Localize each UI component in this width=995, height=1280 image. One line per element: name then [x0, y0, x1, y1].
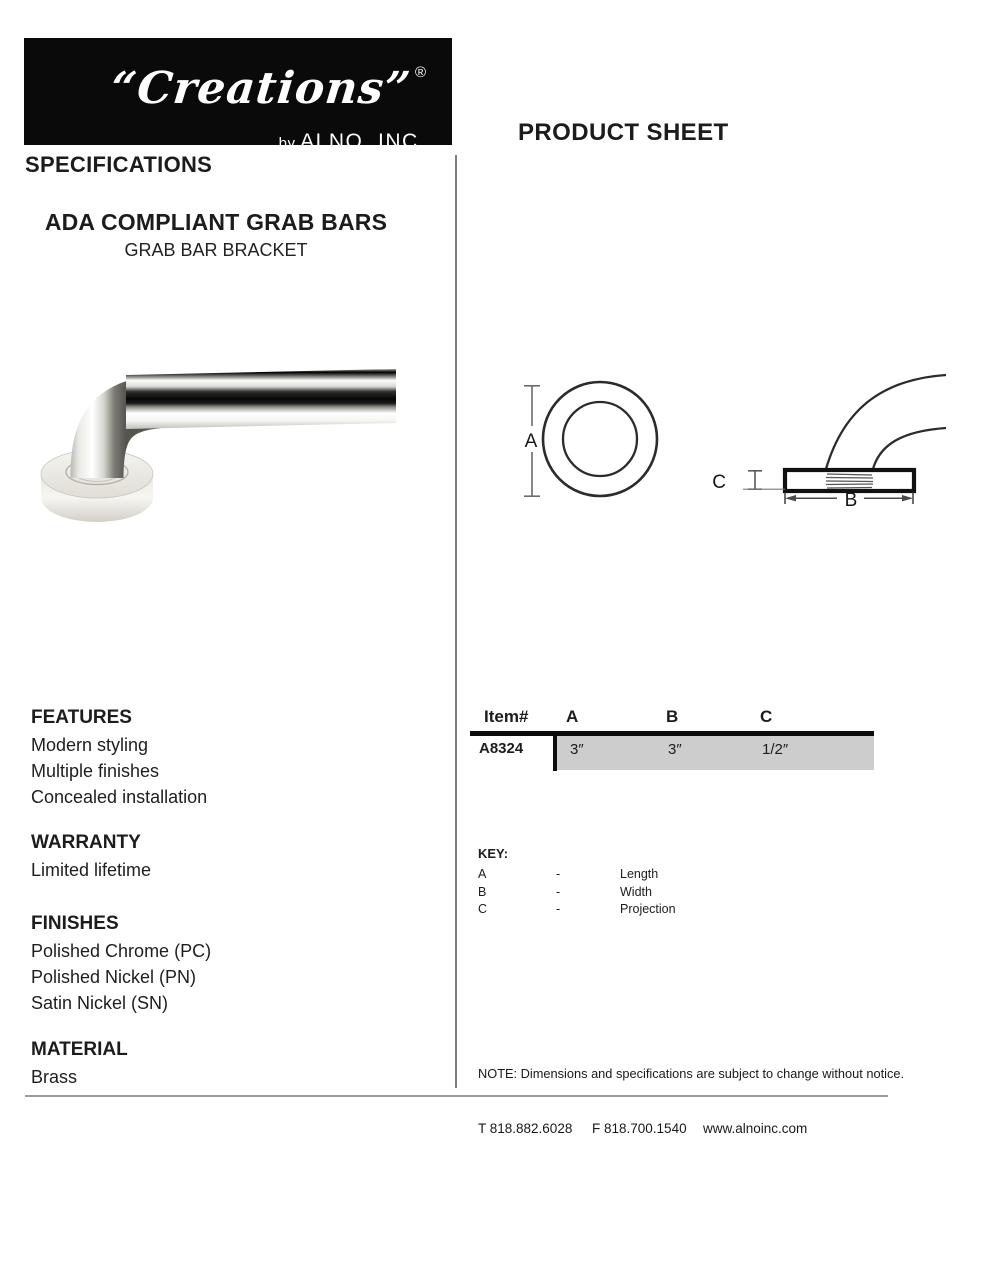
technical-drawing	[460, 360, 960, 520]
key-meaning: Projection	[620, 902, 676, 916]
key-meaning: Width	[620, 884, 652, 899]
key-letter: A	[478, 867, 487, 881]
spec-table-row-shade	[555, 736, 874, 770]
spec-table-header-b: B	[666, 707, 679, 726]
front-view-drawing	[521, 382, 657, 497]
section-heading: WARRANTY	[31, 832, 141, 853]
key-letter: B	[478, 884, 487, 899]
section-warranty	[31, 829, 151, 883]
side-view-drawing	[712, 375, 946, 511]
key-row-b	[478, 884, 676, 902]
footer-website: www.alnoinc.com	[703, 1121, 808, 1136]
finish-line: Polished Nickel (PN)	[31, 967, 197, 987]
key-row-c	[478, 901, 676, 919]
warranty-line: Limited lifetime	[31, 860, 152, 880]
brand-logo	[24, 38, 452, 153]
key-dash: -	[556, 884, 561, 899]
section-finishes	[31, 910, 211, 1016]
brand-logo-byline	[34, 130, 426, 154]
spec-table-header-item: Item#	[484, 707, 529, 726]
spec-table-column-divider	[553, 731, 557, 771]
product-sheet-heading: PRODUCT SHEET	[518, 119, 729, 146]
spec-table	[470, 701, 874, 773]
spec-table-header-c: C	[760, 707, 773, 726]
footer-phone: T 818.882.6028	[478, 1121, 573, 1136]
feature-line: Multiple finishes	[31, 761, 160, 781]
note-text: NOTE: Dimensions and specifications are subject to change without notice.	[478, 1066, 905, 1081]
specifications-heading: SPECIFICATIONS	[25, 152, 213, 177]
key-title: KEY:	[478, 846, 509, 861]
section-features	[31, 704, 207, 810]
finish-line: Polished Chrome (PC)	[31, 941, 212, 961]
registered-trademark-icon: ®	[414, 64, 426, 81]
dim-a-label: A	[524, 431, 538, 452]
section-heading: FINISHES	[31, 913, 119, 934]
key-letter: C	[478, 902, 488, 916]
byline-company-text: ALNO, INC.	[300, 130, 426, 153]
finish-line: Satin Nickel (SN)	[31, 993, 169, 1013]
section-heading: MATERIAL	[31, 1039, 128, 1060]
spec-table-value-c: 1/2″	[762, 741, 789, 758]
byline-by-text: by	[278, 135, 301, 152]
product-photo	[8, 344, 398, 540]
material-line: Brass	[31, 1067, 78, 1087]
dimension-key	[478, 846, 676, 919]
key-dash: -	[556, 867, 561, 881]
brand-logo-script: “Creations”	[108, 63, 414, 114]
footer-fax: F 818.700.1540	[592, 1121, 687, 1136]
key-row-a	[478, 866, 676, 884]
spec-table-value-a: 3″	[570, 741, 584, 758]
footer-divider-line	[25, 1095, 888, 1097]
key-meaning: Length	[620, 867, 659, 881]
key-dash: -	[556, 902, 561, 916]
dim-b-label: B	[844, 490, 858, 511]
spec-table-value-b: 3″	[668, 741, 682, 758]
feature-line: Modern styling	[31, 735, 149, 755]
product-subtitle: GRAB BAR BRACKET	[124, 240, 308, 260]
column-divider-line	[455, 155, 457, 1088]
section-material	[31, 1036, 128, 1090]
flange-outer-circle	[543, 382, 657, 496]
spec-table-header-a: A	[566, 707, 579, 726]
feature-line: Concealed installation	[31, 787, 208, 807]
dim-c-label: C	[712, 472, 726, 493]
section-heading: FEATURES	[31, 707, 132, 728]
product-title: ADA COMPLIANT GRAB BARS	[44, 209, 388, 235]
flange-inner-circle	[563, 402, 637, 476]
grab-bar-tube	[126, 369, 396, 429]
spec-table-item-number: A8324	[479, 740, 524, 757]
